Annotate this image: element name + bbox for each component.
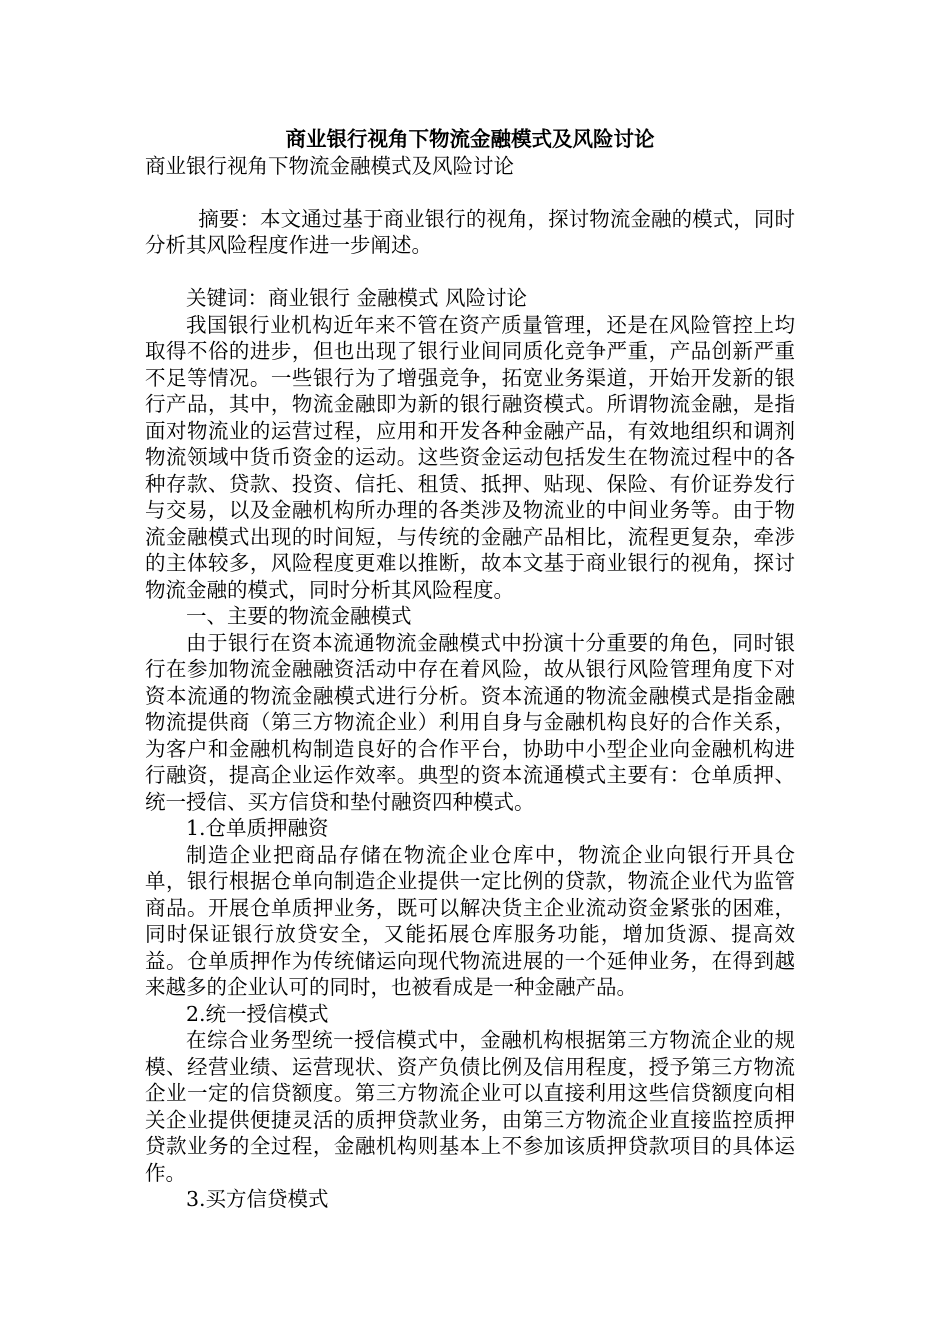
document-page	[145, 126, 795, 1213]
blank-line	[145, 259, 795, 286]
subsection-heading: 2.统一授信模式	[186, 1001, 329, 1026]
keywords: 关键词：商业银行 金融模式 风险讨论	[186, 286, 528, 310]
subsection-heading: 1.仓单质押融资	[186, 816, 329, 840]
section-heading: 一、主要的物流金融模式	[186, 604, 412, 628]
body-paragraph: 制造企业把商品存储在物流企业仓库中，物流企业向银行开具仓单，银行根据仓单向制造企业提供一定比例的贷款，物流企业代为监管商品。开展仓单质押业务，既可以解决货主企业流动资金紧张的困难，同时保证银行放贷安全，又能拓展仓库服务功能，增加货源、提高效益。仓单质押作为传统储运向现代物流进展的一个延伸业务，在得到越来越多的企业认可的同时，也被看成是一种金融产品。	[145, 842, 795, 999]
body-paragraph: 由于银行在资本流通物流金融模式中扮演十分重要的角色，同时银行在参加物流金融融资活动中存在着风险，故从银行风险管理角度下对资本流通的物流金融模式进行分析。资本流通的物流金融模式是指金融物流提供商（第三方物流企业）利用自身与金融机构良好的合作关系，为客户和金融机构制造良好的合作平台，协助中小型企业向金融机构进行融资，提高企业运作效率。典型的资本流通模式主要有：仓单质押、统一授信、买方信贷和垫付融资四种模式。	[145, 630, 795, 814]
body-paragraph: 我国银行业机构近年来不管在资产质量管理，还是在风险管控上均取得不俗的进步，但也出现了银行业间同质化竞争严重，产品创新严重不足等情况。一些银行为了增强竞争，拓宽业务渠道，开始开发新的银行产品，其中，物流金融即为新的银行融资模式。所谓物流金融，是指面对物流业的运营过程，应用和开发各种金融产品，有效地组织和调剂物流领域中货币资金的运动。这些资金运动包括发生在物流过程中的各种存款、贷款、投资、信托、租赁、抵押、贴现、保险、有价证券发行与交易，以及金融机构所办理的各类涉及物流业的中间业务等。由于物流金融模式出现的时间短，与传统的金融产品相比，流程更复杂，牵涉的主体较多，风险程度更难以推断，故本文基于商业银行的视角，探讨物流金融的模式，同时分析其风险程度。	[145, 312, 795, 602]
blank-line	[145, 179, 795, 206]
subsection-heading: 3.买方信贷模式	[186, 1187, 329, 1211]
document-subtitle: 商业银行视角下物流金融模式及风险讨论	[145, 153, 514, 178]
abstract: 摘要：本文通过基于商业银行的视角，探讨物流金融的模式，同时分析其风险程度作进一步阐述。	[145, 206, 795, 257]
body-paragraph: 在综合业务型统一授信模式中，金融机构根据第三方物流企业的规模、经营业绩、运营现状、资产负债比例及信用程度，授予第三方物流企业一定的信贷额度。第三方物流企业可以直接利用这些信贷额度向相关企业提供便捷灵活的质押贷款业务，由第三方物流企业直接监控质押贷款业务的全过程，金融机构则基本上不参加该质押贷款项目的具体运作。	[145, 1028, 795, 1185]
document-title: 商业银行视角下物流金融模式及风险讨论	[285, 127, 655, 151]
